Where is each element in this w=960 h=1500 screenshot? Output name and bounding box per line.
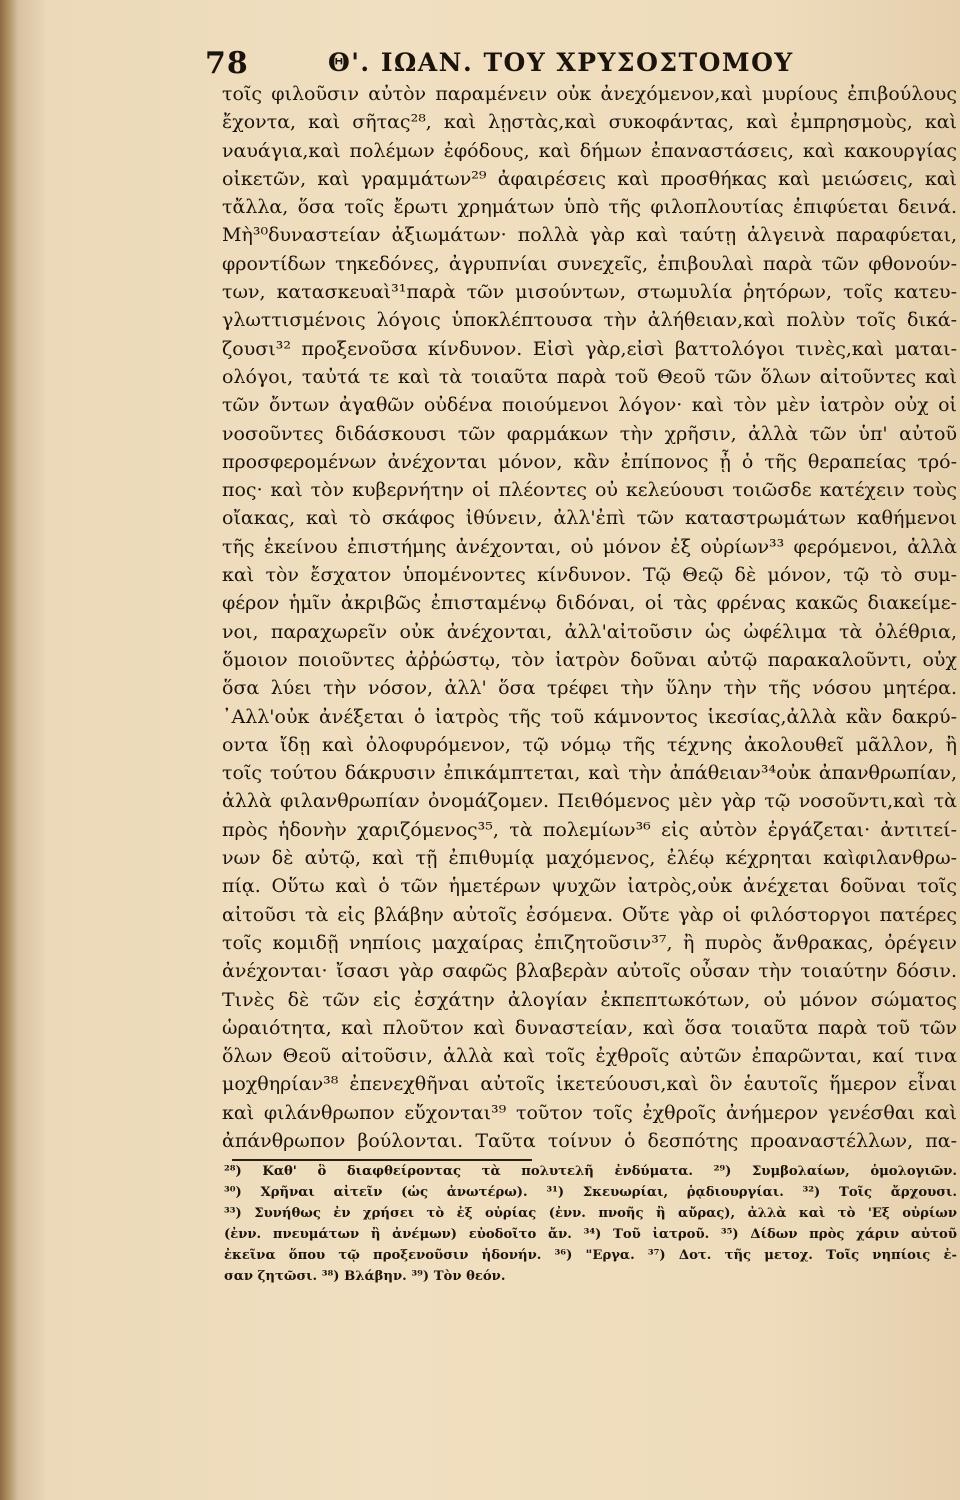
page-edge-shadow: [0, 0, 18, 1500]
text-line: γλωττισμένοις λόγοις ὑποκλέπτουσα τὴν ἀλήθειαν,καὶ πολὺν τοῖς δικά-: [222, 309, 957, 332]
footnote-line: (ἐνν. πνευμάτων ἢ ἀνέμων) εὐοδοῖτο ἄν. ³⁴) Τοῦ ἰατροῦ. ³⁵) Δίδων πρὸς χάριν αὐτοῦ: [224, 1227, 957, 1243]
text-line: οἴακας, καὶ τὸ σκάφος ἰθύνειν, ἀλλ'ἐπὶ τῶν καταστρωμάτων καθήμενοι: [222, 507, 957, 530]
text-line: ὅλων Θεοῦ αἰτοῦσιν, ἀλλὰ καὶ τοῖς ἐχθροῖς αὐτῶν ἐπαρῶνται, καί τινα: [222, 1045, 957, 1068]
text-line: πίᾳ. Οὕτω καὶ ὁ τῶν ἡμετέρων ψυχῶν ἰατρὸς,οὐκ ἀνέχεται δοῦναι τοῖς: [222, 875, 957, 898]
text-line: τῆς ἐκείνου ἐπιστήμης ἀνέχονται, οὐ μόνον ἐξ οὐρίων³³ φερόμενοι, ἀλλὰ: [222, 535, 957, 558]
text-line: πος· καὶ τὸν κυβερνήτην οἱ πλέοντες οὐ κελεύουσι τοιῶσδε κατέχειν τοὺς: [222, 479, 957, 502]
text-line: νοσοῦντες διδάσκουσι τῶν φαρμάκων τὴν χρῆσιν, ἀλλὰ τῶν ὑπ' αὐτοῦ: [222, 422, 957, 445]
text-line: προσφερομένων ἀνέχονται μόνον, κἂν ἐπίπονος ᾖ ὁ τῆς θεραπείας τρό-: [222, 450, 957, 473]
text-line: νων δὲ αὐτῷ, καὶ τῇ ἐπιθυμίᾳ μαχόμενος, ἐλέῳ κέχρηται καὶφιλανθρω-: [222, 847, 957, 870]
text-line: φέρον ἡμῖν ἀκριβῶς ἐπισταμένῳ διδόναι, οἱ τὰς φρένας κακῶς διακείμε-: [222, 592, 957, 615]
text-line: πρὸς ἡδονὴν χαριζόμενος³⁵, τὰ πολεμίων³⁶ εἰς αὐτὸν ἐργάζεται· ἀντιτεί-: [222, 818, 957, 841]
text-line: ᾿Αλλ'οὐκ ἀνέξεται ὁ ἰατρὸς τῆς τοῦ κάμνοντος ἱκεσίας,ἀλλὰ κἂν δακρύ-: [222, 705, 957, 728]
text-line: ἀνέχονται· ἴσασι γὰρ σαφῶς βλαβερὰν αὐτοῖς οὖσαν τὴν τοιαύτην δόσιν.: [222, 960, 957, 983]
text-line: νοι, παραχωρεῖν οὐκ ἀνέχονται, ἀλλ'αἰτοῦσιν ὡς ὠφέλιμα τὰ ὀλέθρια,: [222, 620, 957, 643]
text-line: ἀπάνθρωπον βούλονται. Ταῦτα τοίνυν ὁ δεσπότης προαναστέλλων, πα-: [222, 1129, 957, 1152]
text-line: ζουσι³² προξενοῦσα κίνδυνον. Εἰσὶ γὰρ,εἰσὶ βαττολόγοι τινὲς,καὶ μαται-: [222, 337, 957, 360]
text-line: των, κατασκευαὶ³¹παρὰ τῶν μισούντων, στωμυλία ῥητόρων, τοῖς κατευ-: [222, 281, 957, 304]
text-line: καὶ τὸν ἔσχατον ὑπομένοντες κίνδυνον. Τῷ Θεῷ δὲ μόνον, τῷ τὸ συμ-: [222, 564, 957, 587]
footnote-line: ³³) Συνήθως ἐν χρήσει τὸ ἐξ οὐρίας (ἐνν. πνοῆς ἢ αὔρας), ἀλλὰ καὶ τὸ 'Εξ οὐρίων: [224, 1206, 957, 1222]
text-line: ὅσα λύει τὴν νόσον, ἀλλ' ὅσα τρέφει τὴν ὕλην τὴν τῆς νόσου μητέρα.: [222, 677, 957, 700]
text-line: ὡραιότητα, καὶ πλοῦτον καὶ δυναστείαν, καὶ ὅσα τοιαῦτα παρὰ τοῦ τῶν: [222, 1016, 957, 1039]
text-line: ὅμοιον ποιοῦντες ἀῤῥώστῳ, τὸν ἰατρὸν δοῦναι αὐτῷ παρακαλοῦντι, οὐχ: [222, 648, 957, 671]
text-line: ἀλλὰ φιλανθρωπίαν ὀνομάζομεν. Πειθόμενος μὲν γὰρ τῷ νοσοῦντι,καὶ τὰ: [222, 790, 957, 813]
main-text: [222, 80, 957, 1155]
running-title: Θ'. ΙΩΑΝ. ΤΟΥ ΧΡΥΣΟΣΤΟΜΟΥ: [328, 48, 794, 77]
footnote-line: ³⁰) Χρῆναι αἰτεῖν (ὡς ἀνωτέρω). ³¹) Σκευωρίαι, ῥᾳδιουργίαι. ³²) Τοῖς ἄρχουσι.: [224, 1185, 957, 1201]
text-line: ολόγοι, ταὐτά τε καὶ τὰ τοιαῦτα παρὰ τοῦ Θεοῦ τῶν ὅλων αἰτοῦντες καὶ: [222, 365, 957, 388]
text-line: αἰτοῦσι τὰ εἰς βλάβην αὐτοῖς ἐσόμενα. Οὔτε γὰρ οἱ φιλόστοργοι πατέρες: [222, 903, 957, 926]
text-line: τἄλλα, ὅσα τοῖς ἔρωτι χρημάτων ὑπὸ τῆς φιλοπλουτίας ἐπιφύεται δεινά.: [222, 196, 957, 219]
text-line: οἰκετῶν, καὶ γραμμάτων²⁹ ἀφαιρέσεις καὶ προσθήκας καὶ μειώσεις, καὶ: [222, 167, 957, 190]
text-line: ἔχοντα, καὶ σῆτας²⁸, καὶ λῃστὰς,καὶ συκοφάντας, καὶ ἐμπρησμοὺς, καὶ: [222, 111, 957, 134]
text-line: μοχθηρίαν³⁸ ἐπενεχθῆναι αὐτοῖς ἱκετεύουσι,καὶ ὃν ἑαυτοῖς ἥμερον εἶναι: [222, 1073, 957, 1096]
text-line: τοῖς τούτου δάκρυσιν ἐπικάμπτεται, καὶ τὴν ἀπάθειαν³⁴οὐκ ἀπανθρωπίαν,: [222, 762, 957, 785]
footnote-line: σαν ζητῶσι. ³⁸) Βλάβην. ³⁹) Τὸν θεόν.: [224, 1269, 506, 1285]
text-line: Τινὲς δὲ τῶν εἰς ἐσχάτην ἀλογίαν ἐκπεπτωκότων, οὐ μόνον σώματος: [222, 988, 957, 1011]
text-line: ναυάγια,καὶ πολέμων ἐφόδους, καὶ δήμων ἐπαναστάσεις, καὶ κακουργίας: [222, 139, 957, 162]
footnote-line: ²⁸) Καθ' ὃ διαφθείροντας τὰ πολυτελῆ ἐνδύματα. ²⁹) Συμβολαίων, ὁμολογιῶν.: [224, 1164, 957, 1180]
text-line: Μὴ³⁰δυναστείαν ἀξιωμάτων· πολλὰ γὰρ καὶ ταύτῃ ἀλγεινὰ παραφύεται,: [222, 224, 957, 247]
footnote-line: ἐκεῖνα ὅπου τῷ προξενοῦσιν ἡδονήν. ³⁶) "Εργα. ³⁷) Δοτ. τῆς μετοχ. Τοῖς νηπίοις ἐ-: [224, 1248, 957, 1264]
footnotes: [224, 1161, 957, 1287]
text-line: φροντίδων τηκεδόνες, ἀγρυπνίαι συνεχεῖς, ἐπιβουλαὶ παρὰ τῶν φθονούν-: [222, 252, 957, 275]
text-line: καὶ φιλάνθρωπον εὔχονται³⁹ τοῦτον τοῖς ἐχθροῖς ἀνήμερον γενέσθαι καὶ: [222, 1101, 957, 1124]
text-line: τοῖς φιλοῦσιν αὐτὸν παραμένειν οὐκ ἀνεχόμενον,καὶ μυρίους ἐπιβούλους: [222, 83, 957, 105]
text-line: τῶν ὄντων ἀγαθῶν οὐδένα ποιούμενοι λόγον· καὶ τὸν μὲν ἰατρὸν οὐχ οἱ: [222, 394, 957, 417]
text-line: τοῖς κομιδῇ νηπίοις μαχαίρας ἐπιζητοῦσιν³⁷, ἢ πυρὸς ἄνθρακας, ὀρέγειν: [222, 931, 957, 954]
text-line: οντα ἴδῃ καὶ ὀλοφυρόμενον, τῷ νόμῳ τῆς τέχνης ἀκολουθεῖ μᾶλλον, ἢ: [222, 733, 957, 756]
page-number: 78: [205, 46, 249, 81]
